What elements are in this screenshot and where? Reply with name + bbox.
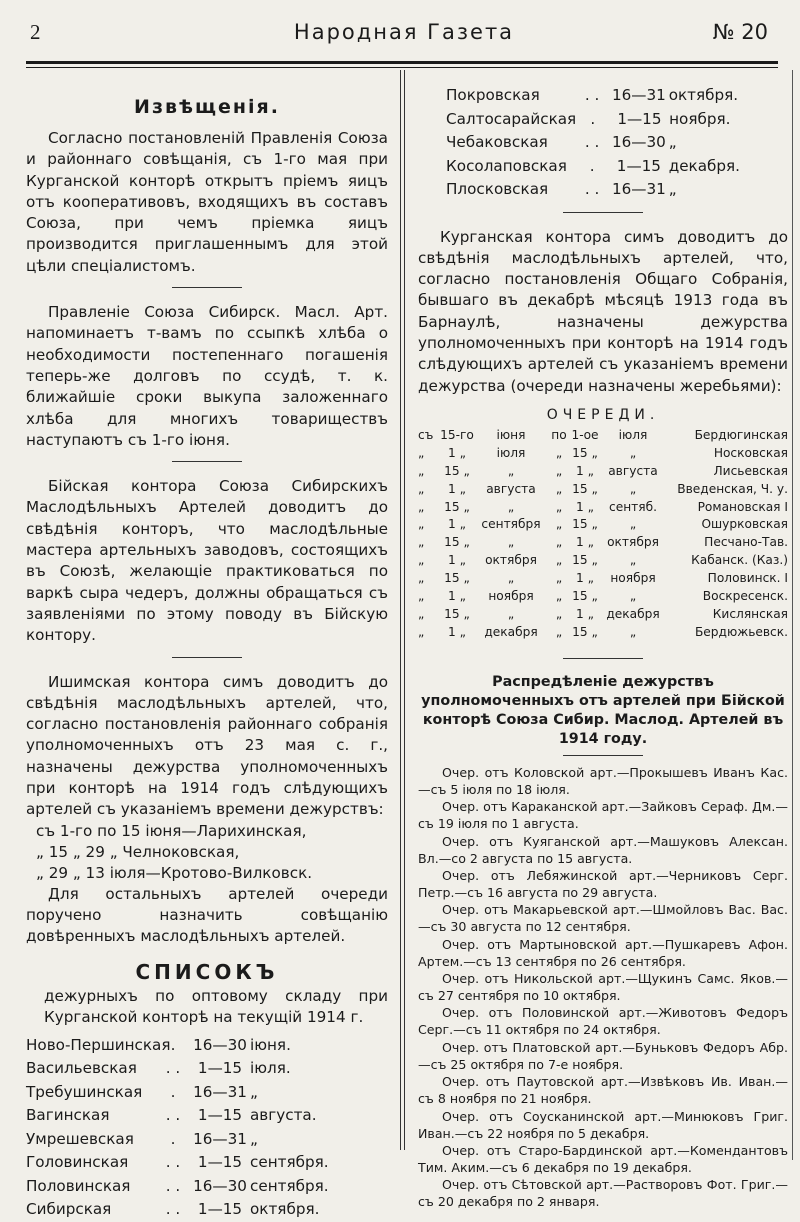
end-month: декабря: [606, 606, 660, 621]
from-word: съ: [418, 427, 434, 442]
list-row: [26, 1104, 388, 1128]
end-day: 15 „: [572, 553, 598, 568]
month: ноября.: [669, 109, 731, 128]
queue-row: [418, 499, 788, 517]
separator: [563, 658, 643, 659]
artel-name: Сибирская: [26, 1200, 112, 1218]
start-month: декабря: [484, 624, 538, 639]
month: „: [250, 1082, 258, 1101]
queue-row: [418, 534, 788, 552]
start-month: августа: [486, 481, 536, 496]
start-day: 15 „: [444, 606, 470, 621]
leader-dots: . .: [165, 1059, 181, 1077]
duty-entry: Очер. отъ Половинской арт.—Животовъ Федоръ Серг.—съ 11 октября по 24 октября.: [418, 1005, 788, 1038]
end-month: „: [629, 517, 637, 532]
duty-entry: Очер. отъ Старо-Бардинской арт.—Комендантовъ Тим. Аким.—съ 6 декабря по 19 декабря.: [418, 1143, 788, 1176]
start-month: „: [507, 535, 515, 550]
start-day: 15 „: [444, 463, 470, 478]
queue-row: [418, 570, 788, 588]
to-word: „: [555, 517, 563, 532]
to-word: „: [555, 445, 563, 460]
leader-dots: .: [590, 109, 596, 128]
end-day: 15 „: [572, 589, 598, 604]
list-row: [446, 108, 788, 132]
artel-name: Половинск. I: [707, 571, 788, 586]
start-day: 15 „: [444, 535, 470, 550]
queue-heading: ОЧЕРЕДИ.: [546, 406, 660, 423]
date-range: 1—15: [197, 1200, 243, 1218]
month: „: [668, 180, 677, 198]
to-word: „: [555, 571, 563, 586]
duty-entry: Очер. отъ Паутовской арт.—Извѣковъ Ив. Иван.—съ 8 ноября по 21 ноября.: [418, 1074, 788, 1107]
artel-name: Васильевская: [26, 1059, 137, 1077]
artel-name: Бердюжьевск.: [694, 624, 788, 639]
start-month: „: [507, 571, 515, 586]
schedule-line: „ 29 „ 13 іюля—Кротово-Вилковск.: [36, 863, 313, 882]
artel-name: Умрешевская: [26, 1129, 134, 1148]
page-header: [30, 18, 778, 52]
notice-paragraph-4: Ишимская контора симъ доводитъ до свѣдѣнія маслодѣльныхъ артелей, что, согласно постановленія районнаго собранія уполномоченныхъ отъ 23 мая с. г., назначены дежурства уполномоченныхъ при конторѣ на 1914 годъ слѣдующихъ артелей съ указаніемъ времени дежурствъ:: [26, 672, 388, 819]
end-month: „: [629, 589, 637, 604]
start-month: „: [507, 606, 515, 621]
duty-entry: Очер. отъ Лебяжинской арт.—Черниковъ Серг. Петр.—съ 16 августа по 29 августа.: [418, 867, 788, 900]
notices-heading: Извѣщенія.: [134, 96, 280, 118]
start-month: октября: [485, 553, 537, 568]
duty-entry: Очер. отъ Никольской арт.—Щукинъ Самс. Яков.—съ 27 сентября по 10 октября.: [418, 971, 788, 1004]
to-word: „: [555, 624, 563, 639]
date-range: 1—15: [197, 1153, 243, 1171]
queue-row: [418, 445, 788, 463]
duty-entry: Очер. отъ Мартыновской арт.—Пушкаревъ Афон. Артем.—съ 13 сентября по 26 сентября.: [418, 936, 788, 969]
to-word: „: [555, 499, 563, 514]
leader-dots: . .: [584, 180, 600, 198]
date-range: 1—15: [197, 1059, 243, 1077]
end-day: 1 „: [576, 499, 594, 514]
separator: [172, 461, 242, 462]
from-word: „: [418, 445, 425, 460]
page-edge-line: [792, 70, 793, 1160]
queue-row: [418, 463, 788, 481]
queue-row: [418, 624, 788, 642]
queue-row: [418, 481, 788, 499]
month: іюня.: [250, 1035, 291, 1054]
artel-name: Кислянская: [712, 606, 788, 621]
start-day: 1 „: [448, 589, 466, 604]
end-month: „: [629, 624, 637, 639]
leader-dots: . .: [165, 1153, 181, 1171]
month: іюля.: [250, 1059, 291, 1077]
from-word: „: [418, 624, 425, 639]
list-row: [26, 1057, 388, 1081]
kurgan-notice: Курганская контора симъ доводитъ до свѣдѣнія маслодѣльныхъ артелей, что, согласно постановленія Общаго Собранія, бывшаго въ декабрѣ мѣсяцѣ 1913 года въ Барнаулѣ, назначены дежурства уполномоченныхъ при конторѣ на 1914 годъ слѣдующихъ артелей съ указаніемъ времени дежурства (очереди назначены жеребьями):: [418, 227, 788, 395]
queue-row: [418, 606, 788, 624]
schedule-line: съ 1-го по 15 іюня—Ларихинская,: [36, 821, 307, 840]
month: сентября.: [250, 1176, 329, 1195]
leader-dots: .: [170, 1035, 176, 1054]
artel-name: Ошурковская: [701, 517, 788, 532]
start-month: ноября: [488, 589, 534, 604]
duty-entry: Очер. отъ Соусканинской арт.—Минюковъ Григ. Иван.—съ 22 ноября по 5 декабря.: [418, 1108, 788, 1141]
end-day: 15 „: [572, 517, 598, 532]
list-row: [26, 1151, 388, 1175]
month: декабря.: [668, 156, 740, 175]
month: „: [668, 133, 677, 151]
artel-name: Покровская: [446, 86, 540, 104]
month: августа.: [250, 1106, 317, 1124]
leader-dots: .: [589, 156, 595, 175]
artel-name: Половинская: [26, 1176, 131, 1195]
column-divider-2: [404, 70, 405, 1150]
list-row: [26, 1128, 388, 1152]
end-day: 15 „: [572, 481, 598, 496]
end-month: „: [629, 481, 637, 496]
to-word: „: [555, 535, 563, 550]
date-range: 1—15: [197, 1106, 243, 1124]
duty-entry: Очер. отъ Платовской арт.—Буньковъ Федоръ Абр.—съ 25 октября по 7-е ноября.: [418, 1039, 788, 1072]
date-range: 16—30: [611, 133, 666, 151]
duty-list-continued: [446, 84, 788, 202]
list-row: [446, 131, 788, 155]
to-word: „: [555, 606, 563, 621]
leader-dots: . .: [584, 86, 600, 104]
end-day: 1 „: [576, 535, 594, 550]
from-word: „: [418, 463, 425, 478]
list-row: [446, 155, 788, 179]
date-range: 16—31: [193, 1129, 247, 1148]
artel-name: Введенская, Ч. у.: [677, 481, 788, 496]
leader-dots: . .: [584, 133, 600, 151]
end-day: 1-ое: [571, 427, 599, 442]
start-day: 1 „: [448, 624, 466, 639]
header-rule-thin: [26, 67, 778, 68]
notice-paragraph-3: Бійская контора Союза Сибирскихъ Маслодѣльныхъ Артелей доводитъ до свѣдѣнія конторъ, что маслодѣльные мастера артельныхъ заводовъ, состоящихъ въ Союзѣ, желающіе практиковаться по варкѣ сыра чедеръ, должны обращаться съ заявленіями по этому поводу въ Бійскую контору.: [26, 477, 388, 645]
from-word: „: [418, 481, 425, 496]
leader-dots: .: [170, 1082, 176, 1101]
from-word: „: [418, 535, 425, 550]
schedule-line: „ 15 „ 29 „ Челноковская,: [36, 842, 240, 861]
start-day: 15 „: [444, 571, 470, 586]
date-range: 16—30: [193, 1035, 247, 1054]
end-day: 1 „: [576, 571, 594, 586]
artel-name: Кабанск. (Каз.): [691, 553, 788, 568]
end-month: „: [629, 445, 637, 460]
leader-dots: . .: [165, 1106, 181, 1124]
notice-paragraph-1: Согласно постановленій Правленія Союза и районнаго совѣщанія, съ 1-го мая при Курганской конторѣ открытъ пріемъ яицъ отъ кооперативовъ, входящихъ въ составъ Союза, при чемъ пріемка яицъ производится приглашеннымъ для этой цѣли спеціалистомъ.: [26, 129, 388, 275]
notice-paragraph-2: Правленіе Союза Сибирск. Масл. Арт. напоминаетъ т-вамъ по ссыпкѣ хлѣба о необходимости постепеннаго погашенія теперь-же долговъ по ссудѣ, т. к. ближайшіе сроки выкупа заложеннаго хлѣба для многихъ товариществъ наступаютъ съ 1-го іюня.: [26, 303, 388, 449]
artel-name: Ново-Першинская: [26, 1035, 171, 1054]
column-divider: [400, 70, 401, 1150]
to-word: „: [555, 553, 563, 568]
artel-name: Песчано-Тав.: [704, 535, 788, 550]
notice-paragraph-5: Для остальныхъ артелей очереди поручено назначить совѣщанію довѣренныхъ маслодѣльныхъ артелей.: [26, 884, 388, 946]
page-number: 2: [30, 20, 41, 44]
from-word: „: [418, 606, 425, 621]
separator: [563, 755, 643, 756]
end-month: октября: [607, 535, 659, 550]
queue-row: [418, 427, 788, 445]
end-day: 15 „: [572, 624, 598, 639]
artel-name: Требушинская: [26, 1082, 143, 1101]
start-day: 15-го: [440, 427, 474, 442]
separator: [563, 212, 643, 213]
end-month: сентяб.: [609, 499, 657, 514]
artel-name: Косолаповская: [446, 156, 567, 175]
start-month: іюня: [496, 427, 526, 442]
left-column: [26, 72, 388, 1222]
duty-entry: Очер. отъ Куяганской арт.—Машуковъ Алексан. Вл.—со 2 августа по 15 августа.: [418, 833, 788, 866]
newspaper-title: Народная Газета: [293, 20, 515, 44]
date-range: 16—30: [193, 1176, 247, 1195]
start-month: „: [507, 463, 515, 478]
biysk-heading: Распредѣленіе дежурствъ уполномоченныхъ отъ артелей при Бійской конторѣ Союза Сибир. Маслод. Артелей въ 1914 году.: [421, 673, 785, 747]
header-rule-thick: [26, 61, 778, 64]
duty-entry: Очер. отъ Коловской арт.—Прокышевъ Иванъ Кас.—съ 5 іюля по 18 іюля.: [418, 764, 788, 797]
end-day: 1 „: [576, 606, 594, 621]
artel-name: Носковская: [713, 445, 788, 460]
month: октября.: [668, 86, 739, 104]
list-row: [26, 1175, 388, 1199]
right-column: [418, 72, 788, 1211]
artel-name: Бердюгинская: [694, 427, 788, 442]
list-row: [446, 84, 788, 108]
date-range: 1—15: [616, 156, 661, 175]
date-range: 1—15: [617, 109, 662, 128]
list-row: [446, 178, 788, 202]
from-word: „: [418, 517, 425, 532]
queue-table: [418, 427, 788, 642]
list-row: [26, 1034, 388, 1058]
start-day: 1 „: [448, 553, 466, 568]
duty-list: [26, 1034, 388, 1222]
separator: [172, 287, 242, 288]
queue-row: [418, 516, 788, 534]
list-subheading: дежурныхъ по оптовому складу при Курганской конторѣ на текущій 1914 г.: [44, 986, 388, 1026]
start-day: 15 „: [444, 499, 470, 514]
start-day: 1 „: [448, 481, 466, 496]
artel-name: Салтосарайская: [446, 109, 577, 128]
start-day: 1 „: [448, 517, 466, 532]
to-word: „: [555, 463, 563, 478]
end-day: 15 „: [572, 445, 598, 460]
date-range: 16—31: [611, 180, 666, 198]
end-month: іюля: [618, 427, 648, 442]
start-month: сентября: [481, 517, 541, 532]
end-day: 1 „: [576, 463, 594, 478]
duty-entry: Очер. отъ Сѣтовской арт.—Растворовъ Фот. Григ.—съ 20 декабря по 2 января.: [418, 1177, 788, 1210]
biysk-duties: [418, 764, 788, 1211]
end-month: ноября: [610, 571, 656, 586]
end-month: „: [629, 553, 637, 568]
artel-name: Воскресенск.: [702, 589, 788, 604]
leader-dots: .: [170, 1129, 176, 1148]
issue-number: № 20: [712, 20, 768, 44]
end-month: августа: [608, 463, 658, 478]
list-row: [26, 1081, 388, 1105]
to-word: по: [551, 427, 567, 442]
duty-entry: Очер. отъ Караканской арт.—Зайковъ Сераф. Дм.—съ 19 іюля по 1 августа.: [418, 799, 788, 832]
artel-name: Лисьевская: [713, 463, 788, 478]
artel-name: Чебаковская: [446, 133, 548, 151]
duty-entry: Очер. отъ Макарьевской арт.—Шмойловъ Вас. Вас.—съ 30 августа по 12 сентября.: [418, 902, 788, 935]
queue-row: [418, 588, 788, 606]
to-word: „: [555, 481, 563, 496]
from-word: „: [418, 499, 425, 514]
leader-dots: . .: [165, 1176, 181, 1195]
date-range: 16—31: [611, 86, 666, 104]
separator: [172, 657, 242, 658]
leader-dots: . .: [165, 1200, 181, 1218]
start-day: 1 „: [448, 445, 466, 460]
artel-name: Романовская I: [697, 499, 788, 514]
artel-name: Вагинская: [26, 1106, 110, 1124]
from-word: „: [418, 571, 425, 586]
date-range: 16—31: [193, 1082, 247, 1101]
schedule-block: [36, 821, 388, 884]
queue-row: [418, 552, 788, 570]
list-row: [26, 1198, 388, 1222]
month: октября.: [250, 1200, 320, 1218]
start-month: „: [507, 499, 515, 514]
to-word: „: [555, 589, 563, 604]
artel-name: Плосковская: [446, 180, 549, 198]
from-word: „: [418, 589, 425, 604]
from-word: „: [418, 553, 425, 568]
list-heading: СПИСОКЪ: [135, 959, 279, 984]
month: „: [250, 1129, 258, 1148]
start-month: іюля: [496, 445, 526, 460]
month: сентября.: [250, 1153, 329, 1171]
artel-name: Головинская: [26, 1153, 129, 1171]
